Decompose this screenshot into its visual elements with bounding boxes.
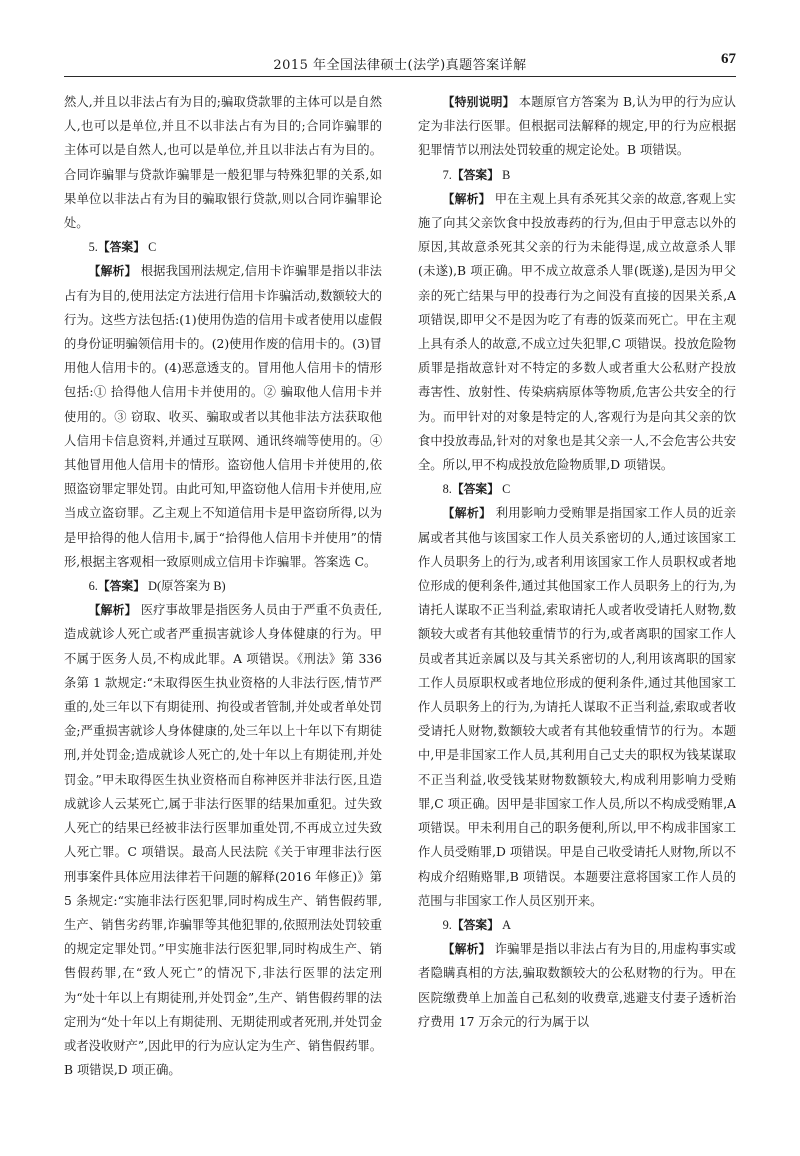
special-note xyxy=(418,90,736,163)
analysis-text: 根据我国刑法规定,信用卡诈骗罪是指以非法占有为目的,使用法定方法进行信用卡诈骗活动,数额较大的行为。这些方法包括:(1)使用伪造的信用卡或者使用以虚假的身份证明骗领信用卡的。(2)使用作废的信用卡的。(3)冒用他人信用卡的。(4)恶意透支的。冒用他人信用卡的情形包括:① 拾得他人信用卡并使用的。② 骗取他人信用卡并使用的。③ 窃取、收买、骗取或者以其他非法方法获取他人信用卡信息资料,并通过互联网、通讯终端等使用的。④ 其他冒用他人信用卡的情形。盗窃他人信用卡并使用的,依照盗窃罪定罪处罚。由此可知,甲盗窃他人信用卡并使用,应当成立盗窃罪。乙主观上不知道信用卡是甲盗窃所得,以为是甲拾得的他人信用卡,属于“拾得他人信用卡并使用”的情形,根据主客观相一致原则成立信用卡诈骗罪。答案选 C。 xyxy=(64,264,382,569)
answer-line-q6 xyxy=(64,574,382,598)
answer-tag: 【答案】 xyxy=(97,240,146,255)
left-column xyxy=(64,90,382,1140)
answer-tag: 【答案】 xyxy=(97,579,146,594)
page-number: 67 xyxy=(721,51,736,67)
running-header xyxy=(64,36,736,77)
note-text: 本题原官方答案为 B,认为甲的行为应认定为非法行医罪。但根据司法解释的规定,甲的行为应根据犯罪情节以刑法处罚较重的规定论处。B 项错误。 xyxy=(418,95,736,158)
answer-value: C xyxy=(148,240,157,255)
answer-line-q8 xyxy=(418,477,736,501)
analysis-text: 诈骗罪是指以非法占有为目的,用虚构事实或者隐瞒真相的方法,骗取数额较大的公私财物的行为。甲在医院缴费单上加盖自己私刻的收费章,逃避支付妻子透析治疗费用 17 万余元的行为属于以 xyxy=(418,942,736,1029)
analysis-tag: 【解析】 xyxy=(442,191,491,206)
question-number: 6. xyxy=(88,579,98,594)
analysis-q7 xyxy=(418,187,736,477)
answer-tag: 【答案】 xyxy=(451,917,500,932)
answer-line-q9 xyxy=(418,913,736,937)
right-column xyxy=(418,90,736,1140)
analysis-tag: 【解析】 xyxy=(442,942,491,957)
analysis-q6 xyxy=(64,598,382,1082)
question-number: 8. xyxy=(442,482,452,497)
answer-tag: 【答案】 xyxy=(451,167,500,182)
analysis-text: 利用影响力受贿罪是指国家工作人员的近亲属或者其他与该国家工作人员关系密切的人,通过该国家工作人员职务上的行为,或者利用该国家工作人员职权或者地位形成的便利条件,通过其他国家工作人员职务上的行为,为请托人谋取不正当利益,索取请托人或者收受请托人财物,数额较大或者有其他较重情节的行为,或者离职的国家工作人员或者其近亲属以及与其关系密切的人,利用该离职的国家工作人员原职权或者地位形成的便利条件,通过其他国家工作人员职务上的行为,为请托人谋取不正当利益,索取或者收受请托人财物,数额较大或者有其他较重情节的行为。本题中,甲是非国家工作人员,其利用自己丈夫的职权为钱某谋取不正当利益,收受钱某财物数额较大,构成利用影响力受贿罪,C 项正确。因甲是非国家工作人员,所以不构成受贿罪,A 项错误。甲未利用自己的职务便利,所以,甲不构成非国家工作人员受贿罪,D 项错误。甲是自己收受请托人财物,所以不构成介绍贿赂罪,B 项错误。本题要注意将国家工作人员的范围与非国家工作人员区别开来。 xyxy=(418,506,736,908)
answer-line-q5 xyxy=(64,235,382,259)
analysis-text: 甲在主观上具有杀死其父亲的故意,客观上实施了向其父亲饮食中投放毒药的行为,但由于甲意志以外的原因,其故意杀死其父亲的行为未能得逞,成立故意杀人罪(未遂),B 项正确。甲不成立故意杀人罪(既遂),是因为甲父亲的死亡结果与甲的投毒行为之间没有直接的因果关系,A 项错误,即甲父不是因为吃了有毒的饭菜而死亡。甲在主观上具有杀人的故意,不成立过失犯罪,C 项错误。投放危险物质罪是指故意针对不特定的多数人或者重大公私财产投放毒害性、放射性、传染病病原体等物质,危害公共安全的行为。而甲针对的对象是特定的人,客观行为是向其父亲的饮食中投放毒品,针对的对象也是其父亲一人,不会危害公共安全。所以,甲不构成投放危险物质罪,D 项错误。 xyxy=(418,191,736,473)
answer-value: D(原答案为 B) xyxy=(148,579,226,594)
answer-value: A xyxy=(502,917,511,932)
question-number: 7. xyxy=(442,167,452,182)
analysis-q8 xyxy=(418,501,736,912)
analysis-tag: 【解析】 xyxy=(88,264,137,279)
analysis-tag: 【解析】 xyxy=(88,603,137,618)
note-tag: 【特别说明】 xyxy=(442,95,515,109)
answer-line-q7 xyxy=(418,163,736,187)
question-number: 9. xyxy=(442,917,452,932)
analysis-q9 xyxy=(418,937,736,1034)
analysis-q5 xyxy=(64,259,382,574)
header-title: 2015 年全国法律硕士(法学)真题答案详解 xyxy=(273,58,527,73)
analysis-tag: 【解析】 xyxy=(442,506,492,521)
answer-tag: 【答案】 xyxy=(451,482,500,497)
answer-value: C xyxy=(502,482,511,497)
question-number: 5. xyxy=(88,240,98,255)
analysis-text: 医疗事故罪是指医务人员由于严重不负责任,造成就诊人死亡或者严重损害就诊人身体健康的行为。甲不属于医务人员,不构成此罪。A 项错误。《刑法》第 336 条第 1 款规定:“未取得医生执业资格的人非法行医,情节严重的,处三年以下有期徒刑、拘役或者管制,并处或者单处罚金;严重损害就诊人身体健康的,处三年以上十年以下有期徒刑,并处罚金;造成就诊人死亡的,处十年以上有期徒刑,并处罚金。”甲未取得医生执业资格而自称神医并非法行医,且造成就诊人云某死亡,属于非法行医罪的结果加重犯。过失致人死亡的结果已经被非法行医罪加重处罚,不再成立过失致人死亡罪。C 项错误。最高人民法院《关于审理非法行医刑事案件具体应用法律若干问题的解释(2016 年修正)》第 5 条规定:“实施非法行医犯罪,同时构成生产、销售假药罪,生产、销售劣药罪,诈骗罪等其他犯罪的,依照刑法处罚较重的规定定罪处罚。”甲实施非法行医犯罪,同时构成生产、销售假药罪,在“致人死亡”的情况下,非法行医罪的法定刑为“处十年以上有期徒刑,并处罚金”,生产、销售假药罪的法定刑为“处十年以上有期徒刑、无期徒刑或者死刑,并处罚金或者没收财产”,因此甲的行为应认定为生产、销售假药罪。B 项错误,D 项正确。 xyxy=(64,603,382,1078)
answer-value: B xyxy=(502,167,511,182)
paragraph-continued: 然人,并且以非法占有为目的;骗取贷款罪的主体可以是自然人,也可以是单位,并且不以非法占有为目的;合同诈骗罪的主体可以是自然人,也可以是单位,并且以非法占有为目的。合同诈骗罪与贷款诈骗罪是一般犯罪与特殊犯罪的关系,如果单位以非法占有为目的骗取银行贷款,则以合同诈骗罪论处。 xyxy=(64,95,382,231)
